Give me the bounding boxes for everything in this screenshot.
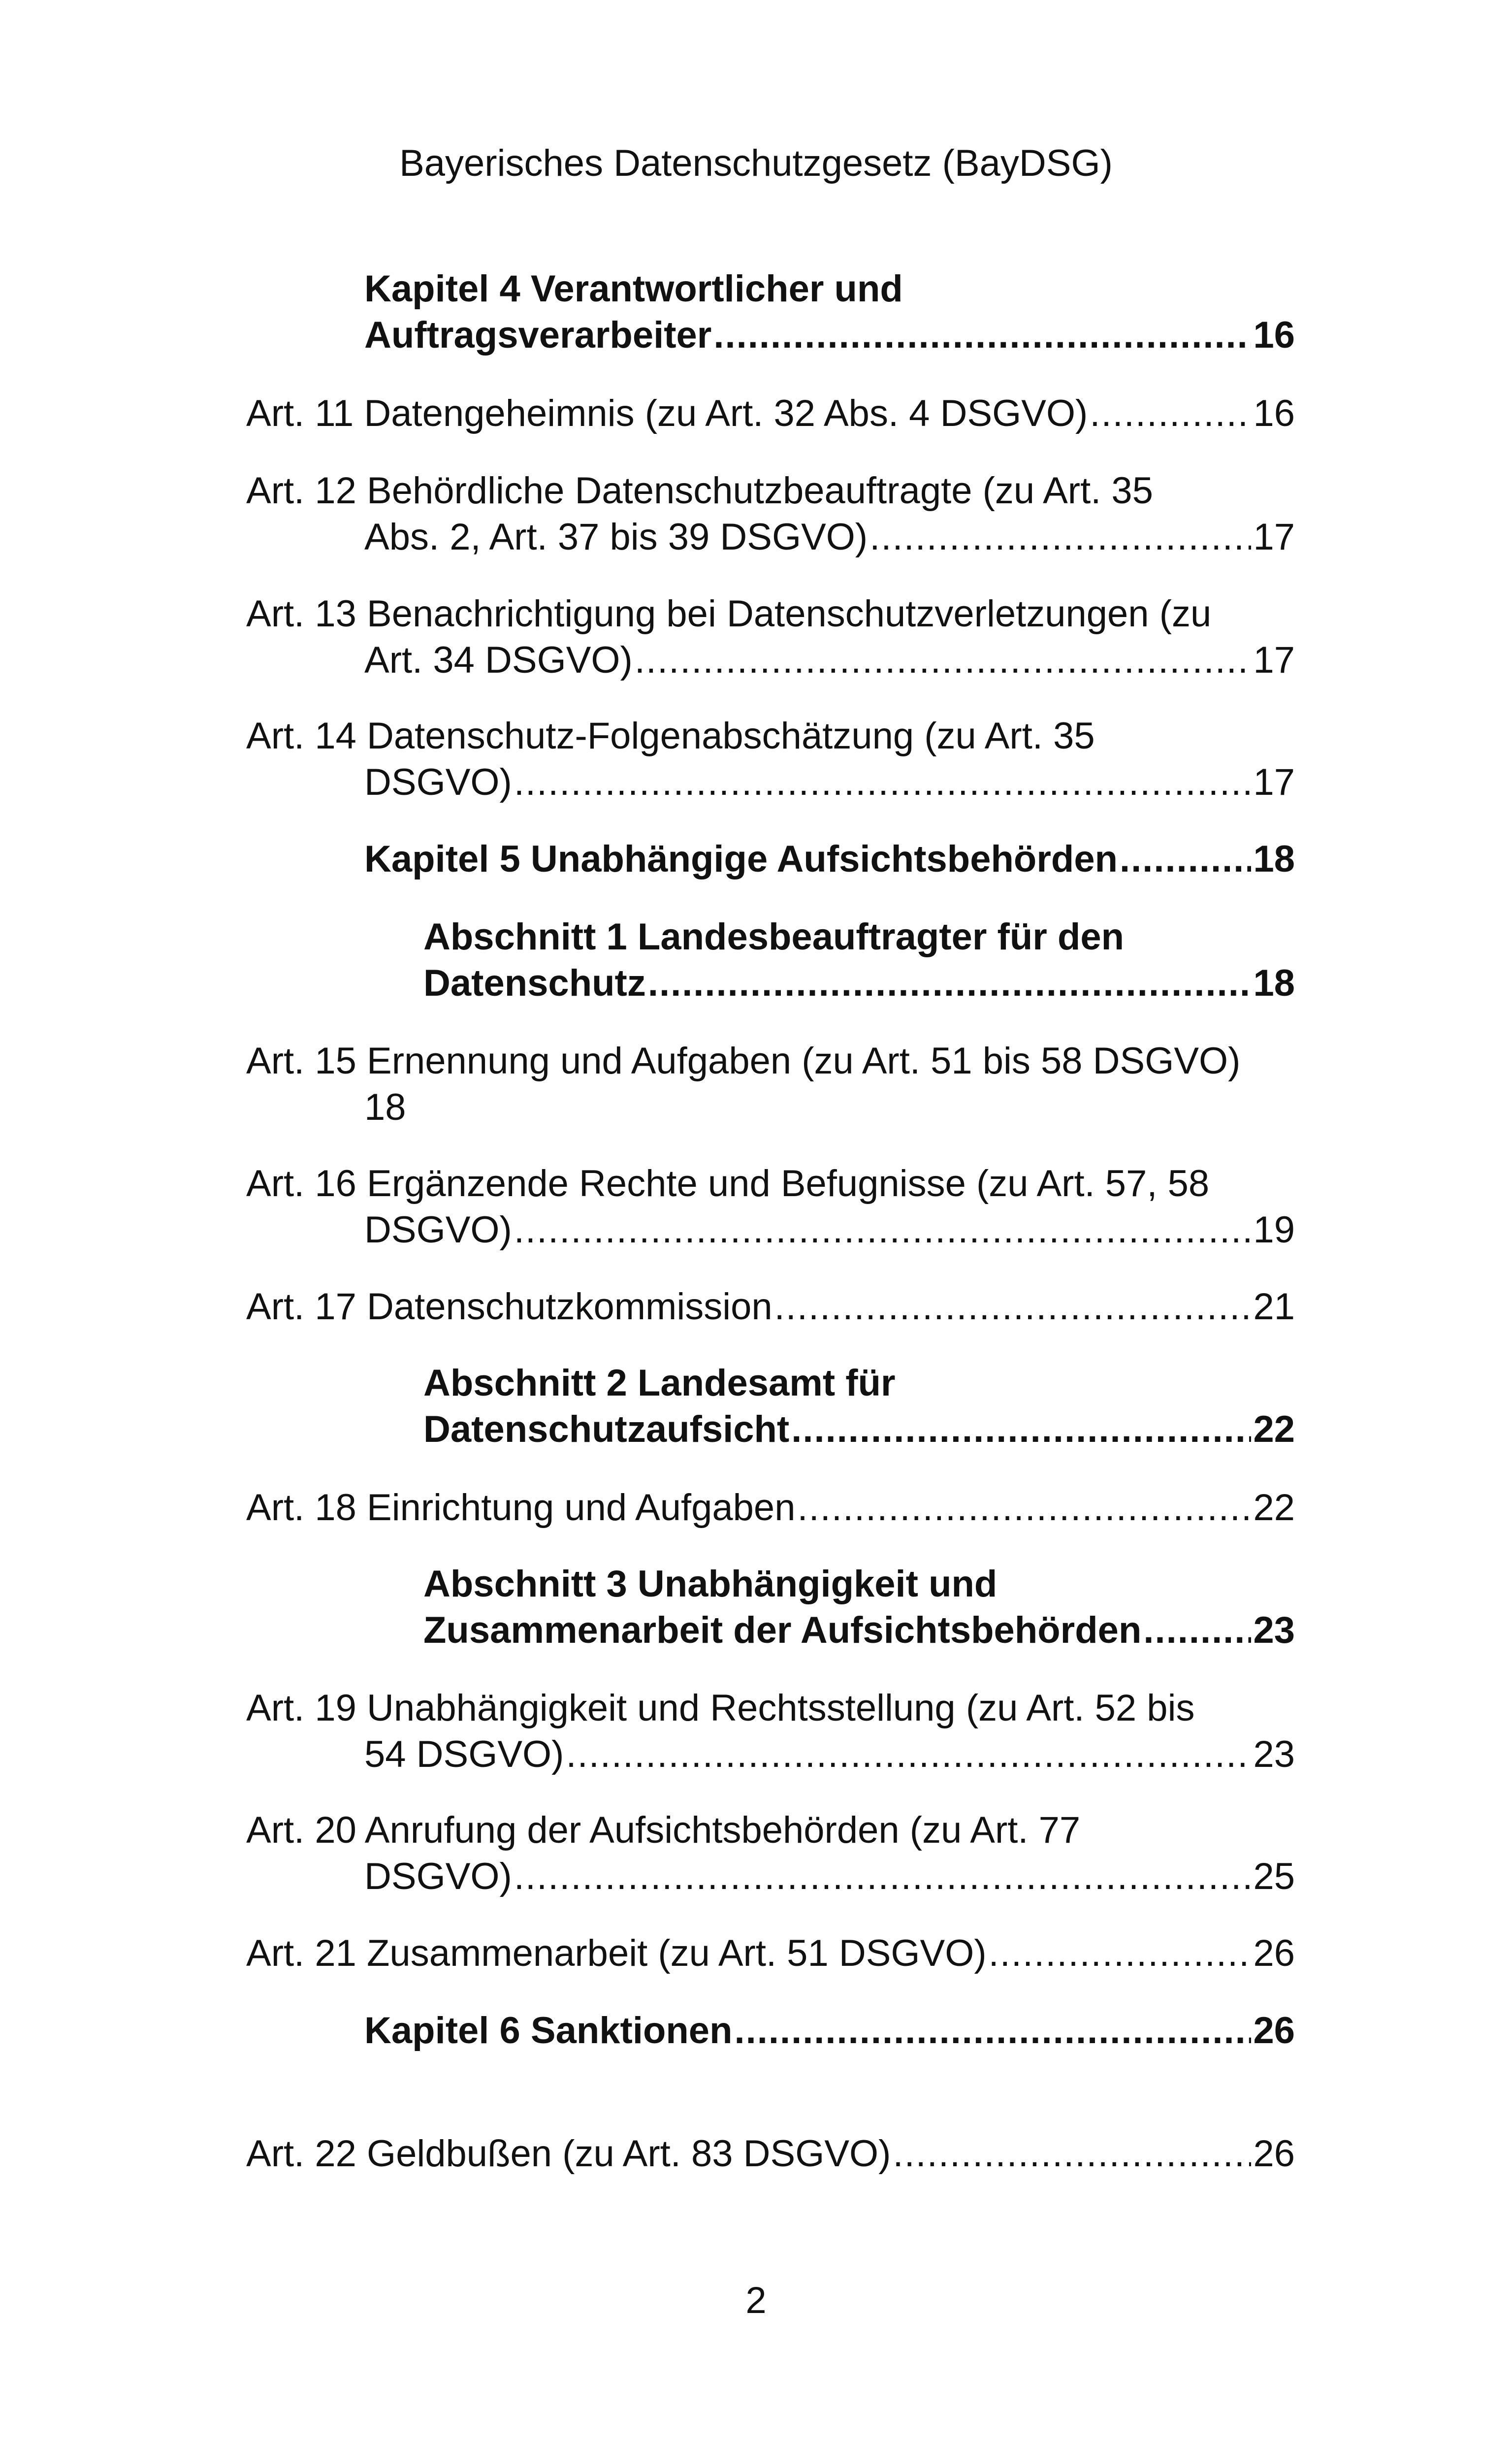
toc-entry-title: Datenschutz (423, 962, 646, 1004)
toc-entry-title: Art. 11 Datengeheimnis (zu Art. 32 Abs. 4 DSGVO) (246, 392, 1088, 434)
toc-entry[interactable] (246, 713, 1295, 806)
toc-entry-title: DSGVO) (364, 761, 512, 803)
dot-leader (1090, 391, 1251, 437)
toc-entry[interactable] (246, 1807, 1295, 1900)
toc-entry-page: 23 (1253, 1733, 1295, 1775)
toc-entry-title: 18 (364, 1086, 406, 1128)
toc-entry-title: Art. 14 Datenschutz-Folgenabschätzung (zu Art. 35 (246, 715, 1095, 757)
toc-entry-page: 18 (1253, 962, 1295, 1004)
toc-entry-title: Kapitel 6 Sanktionen (364, 2010, 733, 2052)
toc-entry[interactable] (364, 836, 1295, 882)
dot-leader (893, 2131, 1251, 2177)
dot-leader (774, 1284, 1252, 1330)
dot-leader (989, 1930, 1252, 1977)
toc-entry-title: Art. 12 Behördliche Datenschutzbeauftragte (zu Art. 35 (246, 470, 1153, 512)
toc-entry-page: 22 (1253, 1487, 1295, 1529)
toc-entry[interactable] (246, 1485, 1295, 1531)
dot-leader (1120, 836, 1251, 882)
toc-entry-page: 16 (1253, 392, 1295, 434)
dot-leader (514, 759, 1252, 806)
toc-entry-title: Art. 18 Einrichtung und Aufgaben (246, 1487, 796, 1529)
toc-entry-title: Art. 21 Zusammenarbeit (zu Art. 51 DSGVO) (246, 1932, 987, 1974)
toc-entry-title: DSGVO) (364, 1856, 512, 1897)
toc-entry-page: 26 (1253, 2010, 1295, 2052)
dot-leader (1143, 1607, 1251, 1654)
dot-leader (514, 1207, 1252, 1253)
toc-entry[interactable] (246, 2131, 1295, 2177)
toc-entry[interactable] (246, 391, 1295, 437)
toc-entry[interactable] (246, 1038, 1295, 1131)
dot-leader (869, 514, 1251, 560)
toc-entry-page: 17 (1253, 516, 1295, 558)
dot-leader (514, 1854, 1252, 1900)
toc-entry-title: Abschnitt 2 Landesamt für (423, 1362, 896, 1404)
toc-entry-title: Art. 22 Geldbußen (zu Art. 83 DSGVO) (246, 2133, 891, 2175)
toc-entry[interactable] (423, 914, 1295, 1007)
toc-entry-title: Art. 15 Ernennung und Aufgaben (zu Art. 51 bis 58 DSGVO) (246, 1040, 1241, 1082)
toc-entry[interactable] (246, 1161, 1295, 1253)
dot-leader (791, 1406, 1251, 1453)
toc-entry-title: Auftragsverarbeiter (364, 314, 712, 356)
toc-entry[interactable] (423, 1360, 1295, 1453)
dot-leader (648, 960, 1252, 1007)
toc-entry-page: 23 (1253, 1609, 1295, 1651)
toc-entry-title: Art. 17 Datenschutzkommission (246, 1286, 772, 1328)
toc-entry-title: Art. 20 Anrufung der Aufsichtsbehörden (zu Art. 77 (246, 1809, 1081, 1851)
dot-leader (635, 637, 1252, 684)
toc-entry-title: Zusammenarbeit der Aufsichtsbehörden (423, 1609, 1142, 1651)
toc-entry[interactable] (364, 266, 1295, 358)
toc-entry-page: 26 (1253, 2133, 1295, 2175)
toc-entry[interactable] (246, 1685, 1295, 1778)
toc-entry[interactable] (246, 1284, 1295, 1330)
toc-entry-title: 54 DSGVO) (364, 1733, 564, 1775)
toc-entry-title: Kapitel 5 Unabhängige Aufsichtsbehörden (364, 838, 1118, 880)
toc-entry-title: DSGVO) (364, 1209, 512, 1251)
toc-entry[interactable] (246, 1930, 1295, 1977)
toc-entry[interactable] (246, 591, 1295, 684)
toc-entry-title: Art. 34 DSGVO) (364, 639, 633, 681)
toc-entry[interactable] (364, 2008, 1295, 2054)
toc-entry-title: Kapitel 4 Verantwortlicher und (364, 268, 903, 310)
dot-leader (713, 312, 1251, 358)
toc-entry-page: 16 (1253, 314, 1295, 356)
toc-entry-title: Abschnitt 1 Landesbeauftragter für den (423, 916, 1125, 958)
dot-leader (797, 1485, 1251, 1531)
toc-entry-title: Art. 13 Benachrichtigung bei Datenschutzverletzungen (zu (246, 593, 1212, 635)
toc-entry-page: 22 (1253, 1408, 1295, 1450)
toc-entry-title: Abschnitt 3 Unabhängigkeit und (423, 1563, 997, 1605)
dot-leader (566, 1731, 1251, 1778)
toc-entry-page: 17 (1253, 761, 1295, 803)
toc-entry-title: Datenschutzaufsicht (423, 1408, 790, 1450)
toc-entry-page: 18 (1253, 838, 1295, 880)
toc-entry-title: Abs. 2, Art. 37 bis 39 DSGVO) (364, 516, 868, 558)
toc-entry-page: 19 (1253, 1209, 1295, 1251)
toc-entry[interactable] (246, 468, 1295, 560)
toc-entry-page: 21 (1253, 1286, 1295, 1328)
toc-entry[interactable] (423, 1561, 1295, 1654)
running-header: Bayerisches Datenschutzgesetz (BayDSG) (399, 142, 1113, 184)
page-number: 2 (745, 2280, 767, 2321)
toc-entry-page: 26 (1253, 1932, 1295, 1974)
toc-entry-title: Art. 19 Unabhängigkeit und Rechtsstellung (zu Art. 52 bis (246, 1687, 1195, 1729)
toc-entry-title: Art. 16 Ergänzende Rechte und Befugnisse (zu Art. 57, 58 (246, 1163, 1210, 1205)
toc-entry-page: 25 (1253, 1856, 1295, 1897)
dot-leader (735, 2008, 1252, 2054)
toc-entry-page: 17 (1253, 639, 1295, 681)
